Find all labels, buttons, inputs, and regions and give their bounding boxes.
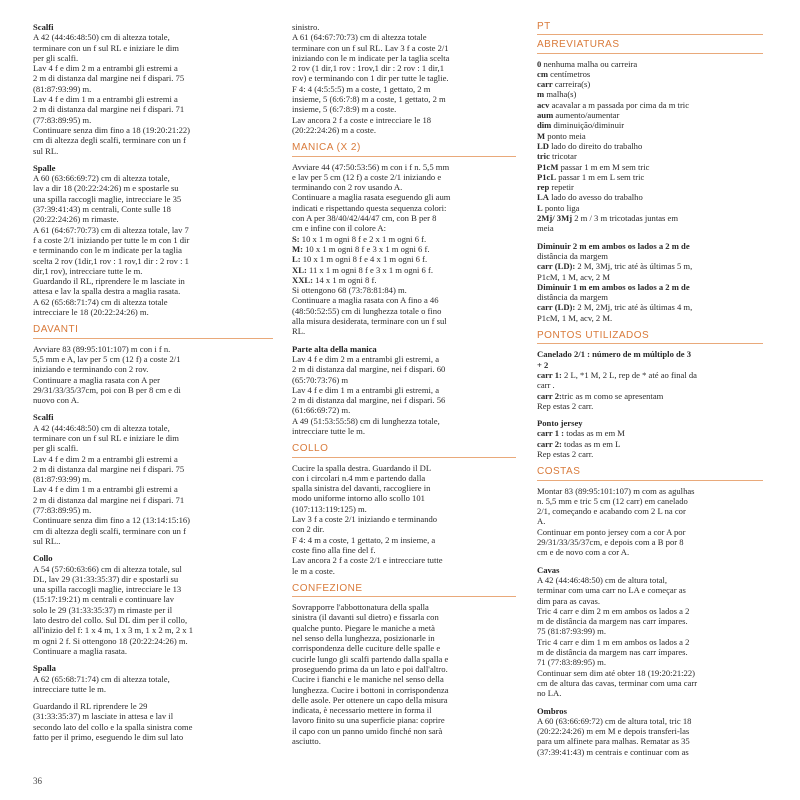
text-line: corrispondenza delle cuciture delle spalle e — [292, 643, 441, 654]
text-line — [292, 265, 516, 275]
term: LD — [537, 140, 549, 151]
definition: tricotar — [549, 151, 577, 162]
text-line: modo uniforme intorno allo scollo 101 — [292, 493, 425, 504]
text-line: Lav 4 f e dim 1 m a entrambi gli estremi, a — [292, 384, 440, 395]
text-line: lunghezza. Cucire i bottoni in corrispondenza — [292, 684, 449, 695]
text-line: fatto per il primo, eseguendo le dim sul lato — [33, 732, 184, 742]
section-title: Collo — [33, 553, 53, 564]
text-line: intrecciare le 18 (20:22:24:26) m. — [33, 307, 149, 318]
text-line — [537, 313, 763, 323]
text-line: 2 m di distanza dal margine, nei f dispari. 56 — [292, 395, 446, 406]
text-line: insieme, 5 (6:6:7:8) m a coste, 1 gettato, 2 m — [292, 94, 446, 105]
text-line: Continuar em ponto jersey com a cor A por — [537, 526, 686, 537]
text-block — [33, 674, 273, 695]
text-line: con 2 dir. — [292, 524, 325, 535]
text-line: (20:22:24:26) m a coste. — [292, 124, 377, 135]
section-header-confezione: CONFEZIONE — [292, 584, 516, 597]
definition: todas as m em L — [561, 438, 621, 449]
term: M — [537, 130, 546, 141]
definition: passar 1 m em L sem tric — [556, 171, 645, 182]
text-line: (65:70:73:76) m — [292, 374, 349, 385]
text-line: (20:22:24:26) m em M e depois transferi-las — [537, 726, 690, 737]
text-line: A 60 (63:66:69:72) cm di altezza totale, — [33, 173, 170, 184]
text-block — [292, 463, 516, 576]
text-line — [537, 151, 763, 161]
text-block — [292, 162, 516, 234]
subsection-title-cont: distância da margem — [537, 250, 608, 261]
text-line: terminando con 2 rov usando A. — [292, 182, 403, 193]
text-block — [292, 354, 516, 436]
text-line: A 42 (44:46:48:50) cm de altura total, — [537, 574, 668, 585]
text-line: A 49 (51:53:55:58) cm di lunghezza totale, — [292, 415, 440, 426]
term: M: — [292, 243, 303, 254]
term: LA — [537, 192, 549, 203]
text-line: 29/31/33/35/37cm, e depois com a B por 8 — [537, 537, 684, 548]
term: carr (LD): — [537, 302, 576, 313]
text-line: cm di altezza degli scalfi, terminare con un f — [33, 135, 186, 146]
term: rep — [537, 182, 550, 193]
text-line: lato destro del collo. Sul DL dim per il collo, — [33, 615, 188, 626]
text-line: (15:17:19:21) m centrali e continuare lav — [33, 594, 175, 605]
term: carr (LD): — [537, 261, 576, 272]
instruction-list — [537, 428, 763, 459]
text-line: 2 m di distanza dal margine nei f dispari. 75 — [33, 463, 185, 474]
text-line: sinistra (il davanti sul dietro) e fissarla con — [292, 612, 439, 623]
text-line: dir,1 rov), intrecciare tutte le m. — [33, 265, 143, 276]
text-line: no LA. — [537, 688, 562, 699]
text-block — [292, 22, 516, 135]
text-line — [292, 275, 516, 285]
text-line — [537, 428, 763, 438]
section-title: Cavas — [537, 564, 560, 575]
text-line: A 61 (64:67:70:73) cm di altezza totale, lav 7 — [33, 224, 189, 235]
text-line: sul RL. — [33, 145, 59, 156]
text-line: 2 m di distanza dal margine, nei f dispari. 60 — [292, 364, 446, 375]
text-line: intrecciare tutte le m. — [33, 683, 107, 694]
text-line: Continuare a maglia rasata. — [33, 645, 128, 656]
text-line — [537, 131, 763, 141]
text-block — [33, 173, 273, 317]
text-line: Lav 4 f e dim 2 m a entrambi gli estremi, a — [292, 353, 440, 364]
text-line: A 62 (65:68:71:74) cm di altezza totale — [33, 296, 168, 307]
text-line: Continuar sem dim até obter 18 (19:20:21:22) — [537, 667, 696, 678]
text-line: (37:39:41:43) m centrais e continuar com as — [537, 746, 689, 757]
text-line: Continuare senza dim fino a 18 (19:20:21:22) — [33, 124, 191, 135]
definition: acavalar a m passada por cima da m tric — [549, 99, 690, 110]
text-line: (107:113:119:125) m. — [292, 503, 367, 514]
section-title: Spalla — [33, 663, 56, 674]
subsection-title-cont: distância da margem — [537, 292, 608, 303]
text-block — [292, 602, 516, 746]
text-block — [292, 285, 516, 336]
text-line: con i circolari n.4 mm e partendo dalla — [292, 472, 426, 483]
text-line: (81:87:93:99) m. — [33, 474, 92, 485]
text-line: nuovo con A. — [33, 395, 80, 406]
text-line — [292, 254, 516, 264]
definition: nenhuma malha ou carreira — [541, 58, 638, 69]
text-line: sinistro. — [292, 22, 320, 32]
text-line: m ogni 2 f. Si ottengono 18 (20:22:24:26) m. — [33, 635, 188, 646]
definition: carr . — [537, 380, 555, 391]
definition: 2 M, 3Mj, tric até às últimas 5 m, — [575, 261, 693, 272]
text-line — [537, 162, 763, 172]
text-line — [537, 110, 763, 120]
text-line: Si ottengono 68 (73:78:81:84) m. — [292, 285, 407, 296]
subsection-title: Canelado 2/1 : número de m múltiplo de 3 — [537, 349, 692, 360]
text-line: intrecciare tutte le m. — [292, 425, 366, 436]
text-line: cm e de novo com a cor A. — [537, 547, 630, 558]
text-line: lav a dir 18 (20:22:24:26) m e spostarle su — [33, 183, 179, 194]
text-line: (77:83:89:95) m. — [33, 114, 92, 125]
text-line: 71 (77:83:89:95) m. — [537, 657, 606, 668]
term: S: — [292, 233, 300, 244]
instruction-list — [537, 302, 763, 323]
definition: ponto liga — [542, 202, 580, 213]
definition: 10 x 1 m ogni 8 f e 3 x 1 m ogni 6 f. — [302, 243, 430, 254]
text-block — [33, 344, 273, 406]
text-line: n. 5,5 mm e tric 5 cm (12 carr) em canelado — [537, 495, 688, 506]
text-line — [537, 192, 763, 202]
text-block — [537, 575, 763, 699]
text-line: cucirle lungo gli scalfi partendo dalla spalla e — [292, 653, 449, 664]
column-2 — [292, 22, 516, 746]
text-line: (31:33:35:37) m lasciate in attesa e lav il — [33, 711, 174, 722]
term: cm — [537, 68, 548, 79]
definition: tric as m como se apresentam — [561, 390, 664, 401]
text-line: secondo lato del collo e la spalla sinistra come — [33, 721, 193, 732]
text-line — [537, 439, 763, 449]
text-line: A 62 (65:68:71:74) cm di altezza totale, — [33, 673, 170, 684]
text-line: RL. — [292, 326, 306, 337]
text-line: spalla sinistra del davanti, raccogliere in — [292, 483, 431, 494]
section-header-davanti: DAVANTI — [33, 325, 273, 338]
text-line: 2 m di distanza dal margine nei f dispari. 71 — [33, 104, 185, 115]
definition: diminuição/diminuir — [551, 120, 625, 131]
text-line: nel senso della lunghezza, posizionarle in — [292, 633, 435, 644]
text-line: per gli scalfi. — [33, 443, 79, 454]
text-line: all'inizio del f: 1 x 4 m, 1 x 3 m, 1 x 2 m, 2 x 1 — [33, 625, 194, 636]
text-line: e terminando con le m indicate per la taglia — [33, 245, 182, 256]
page-number: 36 — [33, 776, 42, 786]
text-line: A 61 (64:67:70:73) cm di altezza totale — [292, 32, 427, 43]
text-line: Guardando il RL, riprendere le m lasciate in — [33, 276, 185, 287]
term: carr 1: — [537, 369, 562, 380]
section-title: Parte alta della manica — [292, 343, 377, 354]
text-line: insieme, 5 (6:7:8:9) m a coste. — [292, 104, 397, 115]
text-line — [537, 370, 763, 380]
text-line: terminar com uma carr no LA e começar as — [537, 585, 686, 596]
definition: 11 x 1 m ogni 8 f e 3 x 1 m ogni 6 f. — [306, 264, 434, 275]
definition: lado do avesso do trabalho — [548, 192, 643, 203]
text-line: Lav ancora 2 f a coste 2/1 e intrecciare tutte — [292, 555, 443, 566]
text-line: Montar 83 (89:95:101:107) m com as agulhas — [537, 485, 695, 496]
subsection-title: Diminuir 2 m em ambos os lados a 2 m de — [537, 240, 690, 251]
text-block — [537, 486, 763, 558]
text-line — [537, 380, 763, 390]
text-line: 2/1, começando e acabando com 2 L na cor — [537, 506, 686, 517]
definition: Rep estas 2 carr. — [537, 448, 594, 459]
subsection-title: Ponto jersey — [537, 418, 583, 429]
abbreviation-list — [537, 59, 763, 224]
size-list — [292, 234, 516, 285]
text-line: le m a coste. — [292, 565, 335, 576]
text-line: A 60 (63:66:69:72) cm de altura total, tric 18 — [537, 715, 692, 726]
text-line — [537, 213, 763, 223]
text-line: una spilla raccogli maglie, intrecciare le 35 — [33, 193, 182, 204]
column-1 — [33, 22, 273, 742]
text-line — [537, 449, 763, 459]
section-header-costas: COSTAS — [537, 467, 763, 480]
text-line: il capo con un panno umido finché non sarà — [292, 725, 443, 736]
text-line: F 4: 4 m a coste, 1 gettato, 2 m insieme, a — [292, 534, 436, 545]
definition: 14 x 1 m ogni 8 f. — [313, 274, 377, 285]
text-line: e lav per 5 cm (12 f) a coste 2/1 iniziando e — [292, 171, 442, 182]
text-line: terminare con un f sul RL e iniziare le dim — [33, 432, 179, 443]
term: aum — [537, 110, 554, 121]
text-line: Tric 4 carr e dim 2 m em ambos os lados a 2 — [537, 605, 690, 616]
text-line: cm e infine con il colore A: — [292, 223, 387, 234]
definition: 2 L, *1 M, 2 L, rep de * até ao final da — [561, 369, 697, 380]
section-title: Ombros — [537, 705, 567, 716]
text-line: 2 m di distanza dal margine nei f dispari. 75 — [33, 73, 185, 84]
section-title: Spalle — [33, 162, 56, 173]
section-title: Scalfi — [33, 22, 54, 32]
section-header-pt: PT — [537, 22, 763, 35]
term: L: — [292, 254, 301, 265]
text-line — [537, 391, 763, 401]
text-line — [537, 401, 763, 411]
term: carr 1 : — [537, 428, 565, 439]
text-line — [537, 261, 763, 271]
text-line: 2 m di distanza dal margine nei f dispari. 71 — [33, 494, 185, 505]
text-line — [537, 203, 763, 213]
text-line — [537, 182, 763, 192]
term: m — [537, 89, 545, 100]
term: dim — [537, 120, 552, 131]
section-header-pontos: PONTOS UTILIZADOS — [537, 331, 763, 344]
text-line: Cucire i fianchi e le maniche nel senso della — [292, 674, 444, 685]
text-line: indicata, è necessario mettere in forma il — [292, 705, 432, 716]
term: acv — [537, 99, 550, 110]
text-line — [537, 69, 763, 79]
text-line: (37:39:41:43) m centrali, Conte sulle 18 — [33, 204, 171, 215]
text-line: Avviare 83 (89:95:101:107) m con i f n. — [33, 343, 171, 354]
text-line: una spilla raccogli maglie, intrecciare le 13 — [33, 584, 182, 595]
text-line — [537, 120, 763, 130]
definition: 2 M, 2Mj, tric até às últimas 4 m, — [575, 302, 693, 313]
text-line — [537, 172, 763, 182]
instruction-list — [537, 261, 763, 282]
term: tric — [537, 151, 550, 162]
term: carr 2: — [537, 438, 562, 449]
text-line: lavoro finito su una superficie piana: coprire — [292, 715, 445, 726]
text-line: cm de altura das cavas, terminar com uma carr — [537, 677, 698, 688]
text-line: 2 rov (1 dir,1 rov : 1rov,1 dir : 2 rov : 1 dir,1 — [292, 63, 444, 74]
text-line — [537, 59, 763, 69]
subsection-title: Diminuir 1 m em ambos os lados a 2 m de — [537, 281, 690, 292]
term: carr — [537, 79, 553, 90]
text-line: Lav 3 f a coste 2/1 iniziando e terminando — [292, 514, 438, 525]
text-line: (81:87:93:99) m. — [33, 83, 92, 94]
text-line: m de distância da margem nas carr ímpares. — [537, 647, 688, 658]
term: XL: — [292, 264, 307, 275]
term: 2Mj/ 3Mj — [537, 213, 573, 224]
text-line: proseguendo prima da un lato e poi dall'altro. — [292, 663, 448, 674]
text-line: (48:50:52:55) cm di lunghezza totale o fino — [292, 305, 442, 316]
definition: lado do direito do trabalho — [548, 140, 643, 151]
text-line: f a coste 2/1 iniziando per tutte le m con 1 dir — [33, 234, 190, 245]
text-line — [292, 234, 516, 244]
text-line: (61:66:69:72) m. — [292, 405, 351, 416]
text-line: Continuare senza dim fino a 12 (13:14:15:16) — [33, 515, 191, 526]
text-line: Cucire la spalla destra. Guardando il DL — [292, 462, 432, 473]
text-line — [537, 89, 763, 99]
definition: 10 x 1 m ogni 8 f e 4 x 1 m ogni 6 f. — [300, 254, 428, 265]
text-line: per gli scalfi. — [33, 52, 79, 63]
text-line: solo le 29 (31:33:35:37) m rimaste per il — [33, 604, 173, 615]
definition: malha(s) — [544, 89, 577, 100]
text-line: iniziando con le m indicate per la taglia scelta — [292, 52, 450, 63]
term: XXL: — [292, 274, 314, 285]
text-line: Lav 4 f e dim 2 m a entrambi gli estremi a — [33, 63, 178, 74]
text-line: Continuare a maglia rasata con A per — [33, 374, 160, 385]
definition: P1cM, 1 M, acv, 2 M. — [537, 312, 613, 323]
text-line — [537, 302, 763, 312]
definition: todas as m em M — [564, 428, 625, 439]
text-line: m de distância da margem nas carr ímpares. — [537, 616, 688, 627]
text-line: A 42 (44:46:48:50) cm di altezza totale, — [33, 32, 170, 43]
definition: Rep estas 2 carr. — [537, 400, 594, 411]
text-line: sul RL.. — [33, 535, 61, 546]
text-block — [33, 32, 273, 156]
definition: aumento/aumentar — [553, 110, 620, 121]
text-block — [537, 716, 763, 757]
text-line: Sovrapporre l'abbottonatura della spalla — [292, 602, 429, 613]
text-line: alla misura desiderata, terminare con un f sul — [292, 316, 447, 327]
text-line: para um alfinete para malhas. Rematar as 35 — [537, 736, 690, 747]
text-line: 5,5 mm e A, lav per 5 cm (12 f) a coste 2/1 — [33, 353, 181, 364]
section-title: Scalfi — [33, 412, 54, 423]
text-line: Lav ancora 2 f a coste e intrecciare le 18 — [292, 114, 432, 125]
text-line — [537, 79, 763, 89]
abbr-tail: meia — [537, 223, 554, 234]
text-line: 29/31/33/35/37cm, poi con B per 8 cm e di — [33, 384, 181, 395]
term: L — [537, 202, 543, 213]
definition: repetir — [549, 182, 574, 193]
text-line: 75 (81:87:93:99) m. — [537, 626, 606, 637]
section-header-abreviaturas: ABREVIATURAS — [537, 40, 763, 53]
text-line: terminare con un f sul RL e iniziare le dim — [33, 42, 179, 53]
section-header-manica: MANICA (X 2) — [292, 143, 516, 156]
text-line: A. — [537, 516, 546, 527]
subsection-title-cont: + 2 — [537, 359, 549, 370]
text-line: (77:83:89:95) m. — [33, 505, 92, 516]
text-line: (20:22:24:26) m rimaste. — [33, 214, 119, 225]
text-line: qualche punto. Piegare le maniche a metà — [292, 622, 435, 633]
text-line: Continuare a maglia rasata con A fino a 46 — [292, 295, 439, 306]
text-line: Tric 4 carr e dim 1 m em ambos os lados a 2 — [537, 636, 690, 647]
text-line: rov) e terminando con 1 dir per tutte le taglie. — [292, 73, 449, 84]
definition: 10 x 1 m ogni 8 f e 2 x 1 m ogni 6 f. — [299, 233, 427, 244]
definition: ponto meia — [545, 130, 586, 141]
term: P1cM — [537, 161, 559, 172]
text-line — [537, 141, 763, 151]
definition: carreira(s) — [552, 79, 591, 90]
text-block — [33, 564, 273, 657]
term: P1cL — [537, 171, 557, 182]
definition: 2 m / 3 m tricotadas juntas em — [572, 213, 679, 224]
text-line — [537, 272, 763, 282]
text-line: scelta 2 rov (1dir,1 rov : 1 rov,1 dir : 2 rov : 1 — [33, 255, 189, 266]
term: carr 2: — [537, 390, 562, 401]
definition: P1cM, 1 M, acv, 2 M — [537, 271, 610, 282]
text-line: indicati e rispettando questa sequenza colori: — [292, 202, 447, 213]
text-line: con A per 38/40/42/44/47 cm, con B per 8 — [292, 213, 437, 224]
text-line: Lav 4 f e dim 1 m a entrambi gli estremi a — [33, 484, 178, 495]
definition: centímetros — [547, 68, 591, 79]
text-line — [537, 100, 763, 110]
text-line: Guardando il RL riprendere le 29 — [33, 701, 148, 712]
text-line: Lav 4 f e dim 1 m a entrambi gli estremi a — [33, 94, 178, 105]
text-line — [292, 244, 516, 254]
definition: passar 1 m em M sem tric — [558, 161, 650, 172]
text-line: Continuare a maglia rasata eseguendo gli aum — [292, 192, 451, 203]
column-3 — [537, 22, 763, 757]
text-block — [33, 701, 273, 742]
text-line: Lav 4 f e dim 2 m a entrambi gli estremi a — [33, 453, 178, 464]
text-line: cm di altezza degli scalfi, terminare con un f — [33, 525, 186, 536]
text-line: coste fino alla fine del f. — [292, 544, 376, 555]
instruction-list — [537, 370, 763, 411]
text-line: asciutto. — [292, 736, 321, 746]
text-line: F 4: 4 (4:5:5:5) m a coste, 1 gettato, 2 m — [292, 83, 431, 94]
section-header-collo: COLLO — [292, 444, 516, 457]
text-line: dim para as cavas. — [537, 595, 600, 606]
text-line: attesa e lav la spalla destra a maglia rasata. — [33, 286, 181, 297]
term: 0 — [537, 58, 542, 69]
text-line: iniziando e terminando con 2 rov. — [33, 364, 149, 375]
text-line: Avviare 44 (47:50:53:56) m con i f n. 5,5 mm — [292, 161, 450, 172]
text-block — [33, 423, 273, 547]
text-line: terminare con un f sul RL. Lav 3 f a coste 2/1 — [292, 42, 449, 53]
text-line: A 54 (57:60:63:66) cm di altezza totale, sul — [33, 563, 182, 574]
text-line: DL, lav 29 (31:33:35:37) dir e spostarli su — [33, 573, 179, 584]
text-line: A 42 (44:46:48:50) cm di altezza totale, — [33, 422, 170, 433]
text-line: delle asole. Per ottenere un capo della misura — [292, 694, 448, 705]
